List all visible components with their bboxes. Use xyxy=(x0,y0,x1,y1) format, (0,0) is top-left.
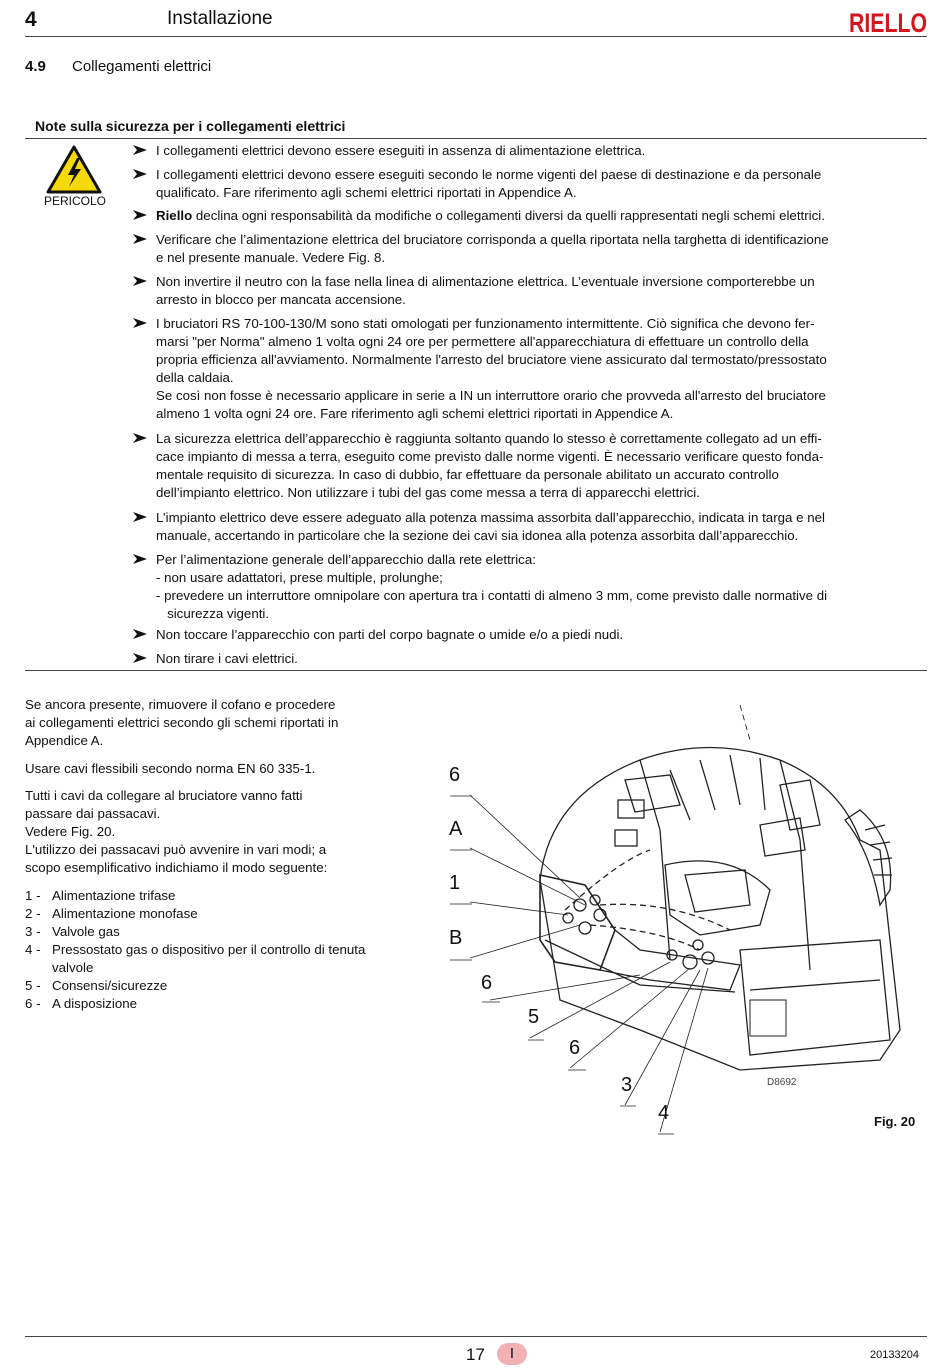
safety-note-text: Per l’alimentazione generale dell’apparecchio dalla rete elettrica: - non usare adattatori, prese multiple, prolunghe; - prevedere un interruttore omnipolare con apertura tra i contatti di almeno 3 mm, come previsto dalle normative di sicurezza vigenti. xyxy=(156,552,828,621)
text-line: Usare cavi flessibili secondo norma EN 60 335-1. xyxy=(25,761,316,776)
bullet-arrow-icon xyxy=(132,432,148,444)
language-badge: I xyxy=(497,1343,527,1365)
safety-note xyxy=(132,231,922,267)
safety-note xyxy=(132,626,922,644)
bullet-arrow-icon xyxy=(132,275,148,287)
legend-text: Consensi/sicurezze xyxy=(52,978,168,993)
legend-item xyxy=(25,941,385,977)
cables-paragraph xyxy=(25,760,385,778)
safety-note-text: Riello declina ogni responsabilità da modifiche o collegamenti diversi da quelli rappresentati negli schemi elettrici. xyxy=(156,208,825,223)
callout-6-mid: 6 xyxy=(481,972,493,994)
bullet-arrow-icon xyxy=(132,317,148,329)
safety-note xyxy=(132,430,922,502)
intro-paragraph xyxy=(25,696,385,750)
legend-text: Valvole gas xyxy=(52,924,120,939)
text-line: passare dai passacavi. xyxy=(25,806,161,821)
legend-number: 5 - xyxy=(25,978,41,993)
document-code: 20133204 xyxy=(870,1349,919,1361)
section-title: Collegamenti elettrici xyxy=(72,58,212,75)
text-line: Appendice A. xyxy=(25,733,104,748)
safety-notes-title: Note sulla sicurezza per i collegamenti elettrici xyxy=(35,118,346,134)
callout-4: 4 xyxy=(658,1102,670,1124)
safety-note xyxy=(132,142,922,160)
bullet-arrow-icon xyxy=(132,144,148,156)
logo-text: RIELLO xyxy=(849,8,927,38)
text-line: L'utilizzo dei passacavi può avvenire in vari modi; a xyxy=(25,842,327,857)
safety-note-text: I collegamenti elettrici devono essere eseguiti secondo le norme vigenti del paese di destinazione e da personale qualificato. Fare riferimento agli schemi elettrici riportati in Appendice A. xyxy=(156,167,822,200)
burner-illustration xyxy=(440,700,930,1150)
callout-5: 5 xyxy=(528,1006,540,1028)
callout-1: 1 xyxy=(449,872,461,894)
legend-number: 1 - xyxy=(25,888,41,903)
header-rule xyxy=(25,36,927,37)
callout-6-low: 6 xyxy=(569,1037,581,1059)
chapter-number: 4 xyxy=(25,8,37,31)
safety-note xyxy=(132,315,922,423)
chapter-title: Installazione xyxy=(167,8,273,29)
bullet-arrow-icon xyxy=(132,628,148,640)
callout-a: A xyxy=(449,818,463,840)
safety-note-text: Non tirare i cavi elettrici. xyxy=(156,651,298,666)
legend-number: 3 - xyxy=(25,924,41,939)
high-voltage-warning-icon xyxy=(46,145,102,194)
text-line: Vedere Fig. 20. xyxy=(25,824,116,839)
drawing-code: D8692 xyxy=(767,1077,797,1088)
callout-3: 3 xyxy=(621,1074,633,1096)
cable-gland-legend xyxy=(25,887,385,1013)
legend-item xyxy=(25,995,385,1013)
bullet-arrow-icon xyxy=(132,553,148,565)
footer-rule xyxy=(25,1336,927,1337)
legend-text: A disposizione xyxy=(52,996,138,1011)
bullet-arrow-icon xyxy=(132,511,148,523)
safety-note-text: I bruciatori RS 70-100-130/M sono stati omologati per funzionamento intermittente. Ciò significa che devono fer- marsi "per Norma" almeno 1 volta ogni 24 ore per permettere all'apparecchiatura di effettuare un controllo della propria efficienza all'avviamento. Normalmente l'arresto del bruciatore viene assicurato dal termostato/pressostato della caldaia. Se così non fosse è necessario applicare in serie a IN un interruttore orario che provveda all'arresto del bruciatore almeno 1 volta ogni 24 ore. Fare riferimento agli schemi elettrici riportati in Appendice A. xyxy=(156,316,827,421)
legend-item xyxy=(25,977,385,995)
safety-note-text: L’impianto elettrico deve essere adeguato alla potenza massima assorbita dall’apparecchio, indicata in targa e nel manuale, accertando in particolare che la sezione dei cavi sia idonea alla potenza assorbita dall’apparecchio. xyxy=(156,510,825,543)
safety-note xyxy=(132,650,922,668)
page-number: 17 xyxy=(466,1345,485,1364)
safety-note-text: Non invertire il neutro con la fase nella linea di alimentazione elettrica. L’eventuale inversione comporterebbe un arresto in blocco per mancata accensione. xyxy=(156,274,815,307)
legend-number: 2 - xyxy=(25,906,41,921)
safety-note-text: Non toccare l’apparecchio con parti del corpo bagnate o umide e/o a piedi nudi. xyxy=(156,627,624,642)
legend-text: Alimentazione trifase xyxy=(52,888,176,903)
legend-number: 4 - xyxy=(25,942,41,957)
legend-item xyxy=(25,887,385,905)
legend-item xyxy=(25,905,385,923)
bullet-arrow-icon xyxy=(132,168,148,180)
safety-note xyxy=(132,207,922,225)
safety-note-text: I collegamenti elettrici devono essere eseguiti in assenza di alimentazione elettrica. xyxy=(156,143,646,158)
safety-note xyxy=(132,551,922,623)
safety-note-text: La sicurezza elettrica dell’apparecchio è raggiunta soltanto quando lo stesso è correttamente collegato ad un effi- cace impianto di messa a terra, eseguito come previsto dalle norme vigenti. È necessario verificare questo fonda- mentale requisito di sicurezza. In caso di dubbio, far effettuare da personale abilitato un accurato controllo dell’impianto elettrico. Non utilizzare i tubi del gas come messa a terra di apparecchi elettrici. xyxy=(156,431,824,500)
legend-text: Alimentazione monofase xyxy=(52,906,198,921)
safety-note xyxy=(132,166,922,202)
text-line: ai collegamenti elettrici secondo gli schemi riportati in xyxy=(25,715,339,730)
callout-6-top: 6 xyxy=(449,764,461,786)
safety-bottom-rule xyxy=(25,670,927,671)
safety-note xyxy=(132,273,922,309)
cable-glands-paragraph xyxy=(25,787,385,877)
text-line: Tutti i cavi da collegare al bruciatore vanno fatti xyxy=(25,788,303,803)
bullet-arrow-icon xyxy=(132,209,148,221)
text-line: Se ancora presente, rimuovere il cofano e procedere xyxy=(25,697,336,712)
section-number: 4.9 xyxy=(25,58,46,75)
bullet-arrow-icon xyxy=(132,233,148,245)
safety-note-text: Verificare che l’alimentazione elettrica del bruciatore corrisponda a quella riportata nella targhetta di identificazione e nel presente manuale. Vedere Fig. 8. xyxy=(156,232,829,265)
bullet-arrow-icon xyxy=(132,652,148,664)
legend-text: Pressostato gas o dispositivo per il controllo di tenuta valvole xyxy=(52,942,366,975)
callout-b: B xyxy=(449,927,463,949)
text-line: scopo esemplificativo indichiamo il modo seguente: xyxy=(25,860,328,875)
safety-note xyxy=(132,509,922,545)
legend-number: 6 - xyxy=(25,996,41,1011)
figure-caption: Fig. 20 xyxy=(874,1114,916,1129)
safety-top-rule xyxy=(25,138,927,139)
warning-label: PERICOLO xyxy=(43,194,106,208)
legend-item xyxy=(25,923,385,941)
riello-logo xyxy=(848,6,928,36)
